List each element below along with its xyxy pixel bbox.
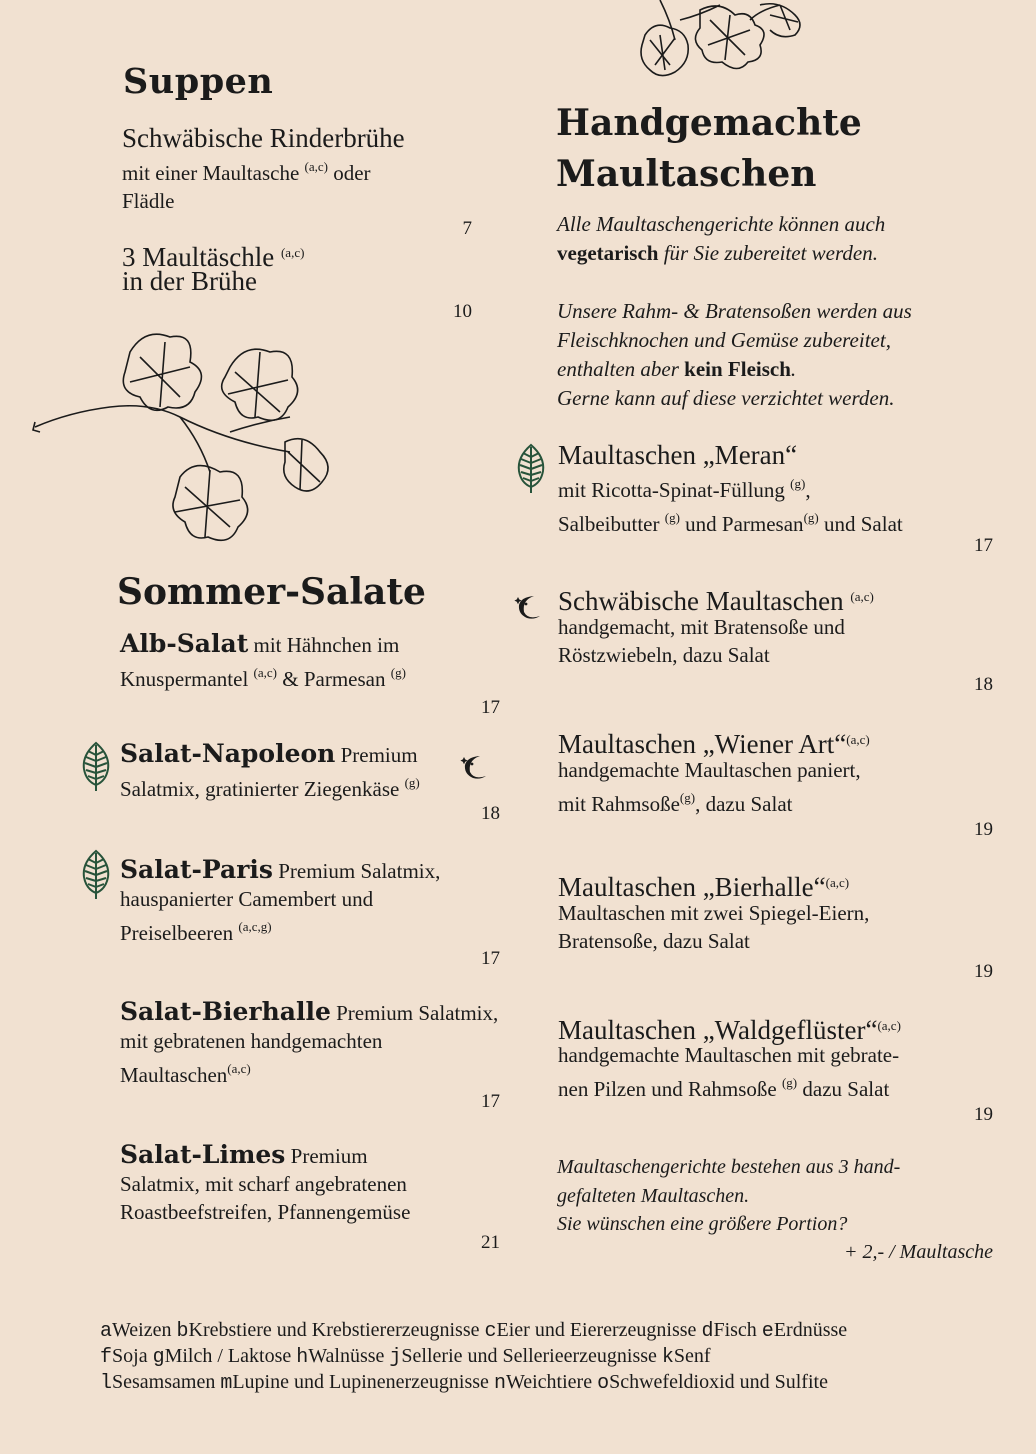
salad-name: Salat-Limes <box>120 1140 286 1169</box>
allergen-note: (g) <box>790 476 806 491</box>
moon-stars-icon <box>512 590 546 624</box>
salad-name: Salat-Napoleon <box>120 739 336 768</box>
maultaschen-heading-line2: Maultaschen <box>556 153 817 195</box>
salad-name: Alb-Salat <box>120 629 249 658</box>
soup-title: Schwäbische Rinderbrühe <box>122 123 405 153</box>
price: 19 <box>974 961 993 982</box>
price: 10 <box>453 301 472 322</box>
legend-line: aWeizen bKrebstiere und Krebstiererzeugnisse cEier und Eiererzeugnisse dFisch eErdnüsse <box>100 1319 848 1343</box>
legend-line: lSesamsamen mLupine und Lupinenerzeugnisse nWeichtiere oSchwefeldioxid und Sulfite <box>100 1371 828 1395</box>
maultaschen-intro: Alle Maultaschengerichte können auch vegetarisch für Sie zubereitet werden. Unsere Rahm- & Bratensoßen werden aus Fleischknochen und Gemüse zubereitet, enthalten aber kein Fleisch. Gerne kann auf diese verzichtet werden. <box>557 212 912 410</box>
salad-name: Salat-Paris <box>120 855 273 884</box>
allergen-note: (a,c) <box>825 875 850 890</box>
allergen-note: (g) <box>390 665 406 680</box>
price: 19 <box>974 1104 993 1125</box>
maultaschen-title: Maultaschen „Bierhalle“$^{(a,c)}$ <box>558 872 850 902</box>
leaf-icon <box>515 443 547 495</box>
moon-stars-icon <box>458 750 492 784</box>
maultaschen-title: Schwäbische Maultaschen $^{(a,c)}$ <box>558 586 874 616</box>
allergen-note: (g) <box>404 775 420 790</box>
price: 17 <box>974 535 993 556</box>
salad-item: Salat-Napoleon Premium Salatmix, gratinierter Ziegenkäse $^{(g)}$ <box>120 739 420 801</box>
maultaschen-title: Maultaschen „Wiener Art“$^{(a,c)}$ <box>558 729 870 759</box>
maultaschen-title: Maultaschen „Waldgeflüster“$^{(a,c)}$ <box>558 1015 901 1045</box>
portion-price: + 2,- / Maultasche <box>843 1241 993 1263</box>
price: 18 <box>481 803 500 824</box>
price: 18 <box>974 674 993 695</box>
hop-illustration-top <box>630 0 820 85</box>
salate-heading: Sommer-Salate <box>117 571 426 613</box>
leaf-icon <box>80 741 112 793</box>
soup-desc: mit einer Maultasche $^{(a,c)}$ oder Flädle <box>122 159 371 213</box>
soup-title: 3 Maultäschle $^{(a,c)}$ <box>122 242 305 272</box>
allergen-note: (a,c) <box>304 159 328 174</box>
allergen-note: (g) <box>781 1075 798 1090</box>
allergen-note: (a,c) <box>850 589 874 604</box>
legend-line: fSoja gMilch / Laktose hWalnüsse jSellerie und Sellerieerzeugnisse kSenf <box>100 1345 711 1369</box>
allergen-note: (a,c) <box>227 1061 251 1076</box>
maultaschen-title: Maultaschen „Meran“ <box>558 440 798 470</box>
allergen-note: (a,c) <box>253 665 277 680</box>
leaf-icon <box>80 849 112 901</box>
salad-item: Salat-Limes Premium Salatmix, mit scharf angebratenen Roastbeefstreifen, Pfannengemüse <box>120 1140 411 1224</box>
allergen-note: (a,c,g) <box>238 919 272 934</box>
hop-illustration-left <box>30 322 340 562</box>
maultaschen-desc: Maultaschen mit zwei Spiegel-Eiern, Bratensoße, dazu Salat <box>558 901 870 953</box>
allergen-note: (g) <box>679 790 696 805</box>
maultaschen-desc: handgemachte Maultaschen paniert, mit Rahmsoße$^{(g)}$, dazu Salat <box>558 758 861 816</box>
allergen-note: (g) <box>664 510 680 525</box>
allergen-note: (a,c) <box>877 1018 901 1033</box>
maultaschen-desc: handgemacht, mit Bratensoße und Röstzwiebeln, dazu Salat <box>558 615 845 667</box>
price: 21 <box>481 1232 500 1253</box>
allergen-note: (a,c) <box>846 732 870 747</box>
salad-item: Alb-Salat mit Hähnchen im Knuspermantel $^{(a,c)}$ & Parmesan $^{(g)}$ <box>120 629 406 691</box>
price: 19 <box>974 819 993 840</box>
suppen-heading: Suppen <box>123 61 274 102</box>
salad-item: Salat-Paris Premium Salatmix, hauspanierter Camembert und Preiselbeeren $^{(a,c,g)}$ <box>120 855 441 945</box>
price: 17 <box>481 1091 500 1112</box>
price: 7 <box>462 218 472 239</box>
maultaschen-desc: handgemachte Maultaschen mit gebrate- nen Pilzen und Rahmsoße $^{(g)}$ dazu Salat <box>558 1043 900 1101</box>
portion-note: Maultaschengerichte bestehen aus 3 hand- gefalteten Maultaschen. Sie wünschen eine größere Portion? <box>557 1156 901 1235</box>
salad-item: Salat-Bierhalle Premium Salatmix, mit gebratenen handgemachten Maultaschen$^{(a,c)}$ <box>120 997 499 1087</box>
maultaschen-desc: mit Ricotta-Spinat-Füllung $^{(g)}$, Salbeibutter $^{(g)}$ und Parmesan$^{(g)}$ und Salat <box>558 476 903 536</box>
allergen-note: (g) <box>803 510 819 525</box>
price: 17 <box>481 948 500 969</box>
salad-name: Salat-Bierhalle <box>120 997 331 1026</box>
soup-desc: in der Brühe <box>122 266 257 296</box>
maultaschen-heading-line1: Handgemachte <box>556 102 862 144</box>
price: 17 <box>481 697 500 718</box>
allergen-legend <box>100 1318 1000 1396</box>
allergen-note: (a,c) <box>280 245 305 260</box>
